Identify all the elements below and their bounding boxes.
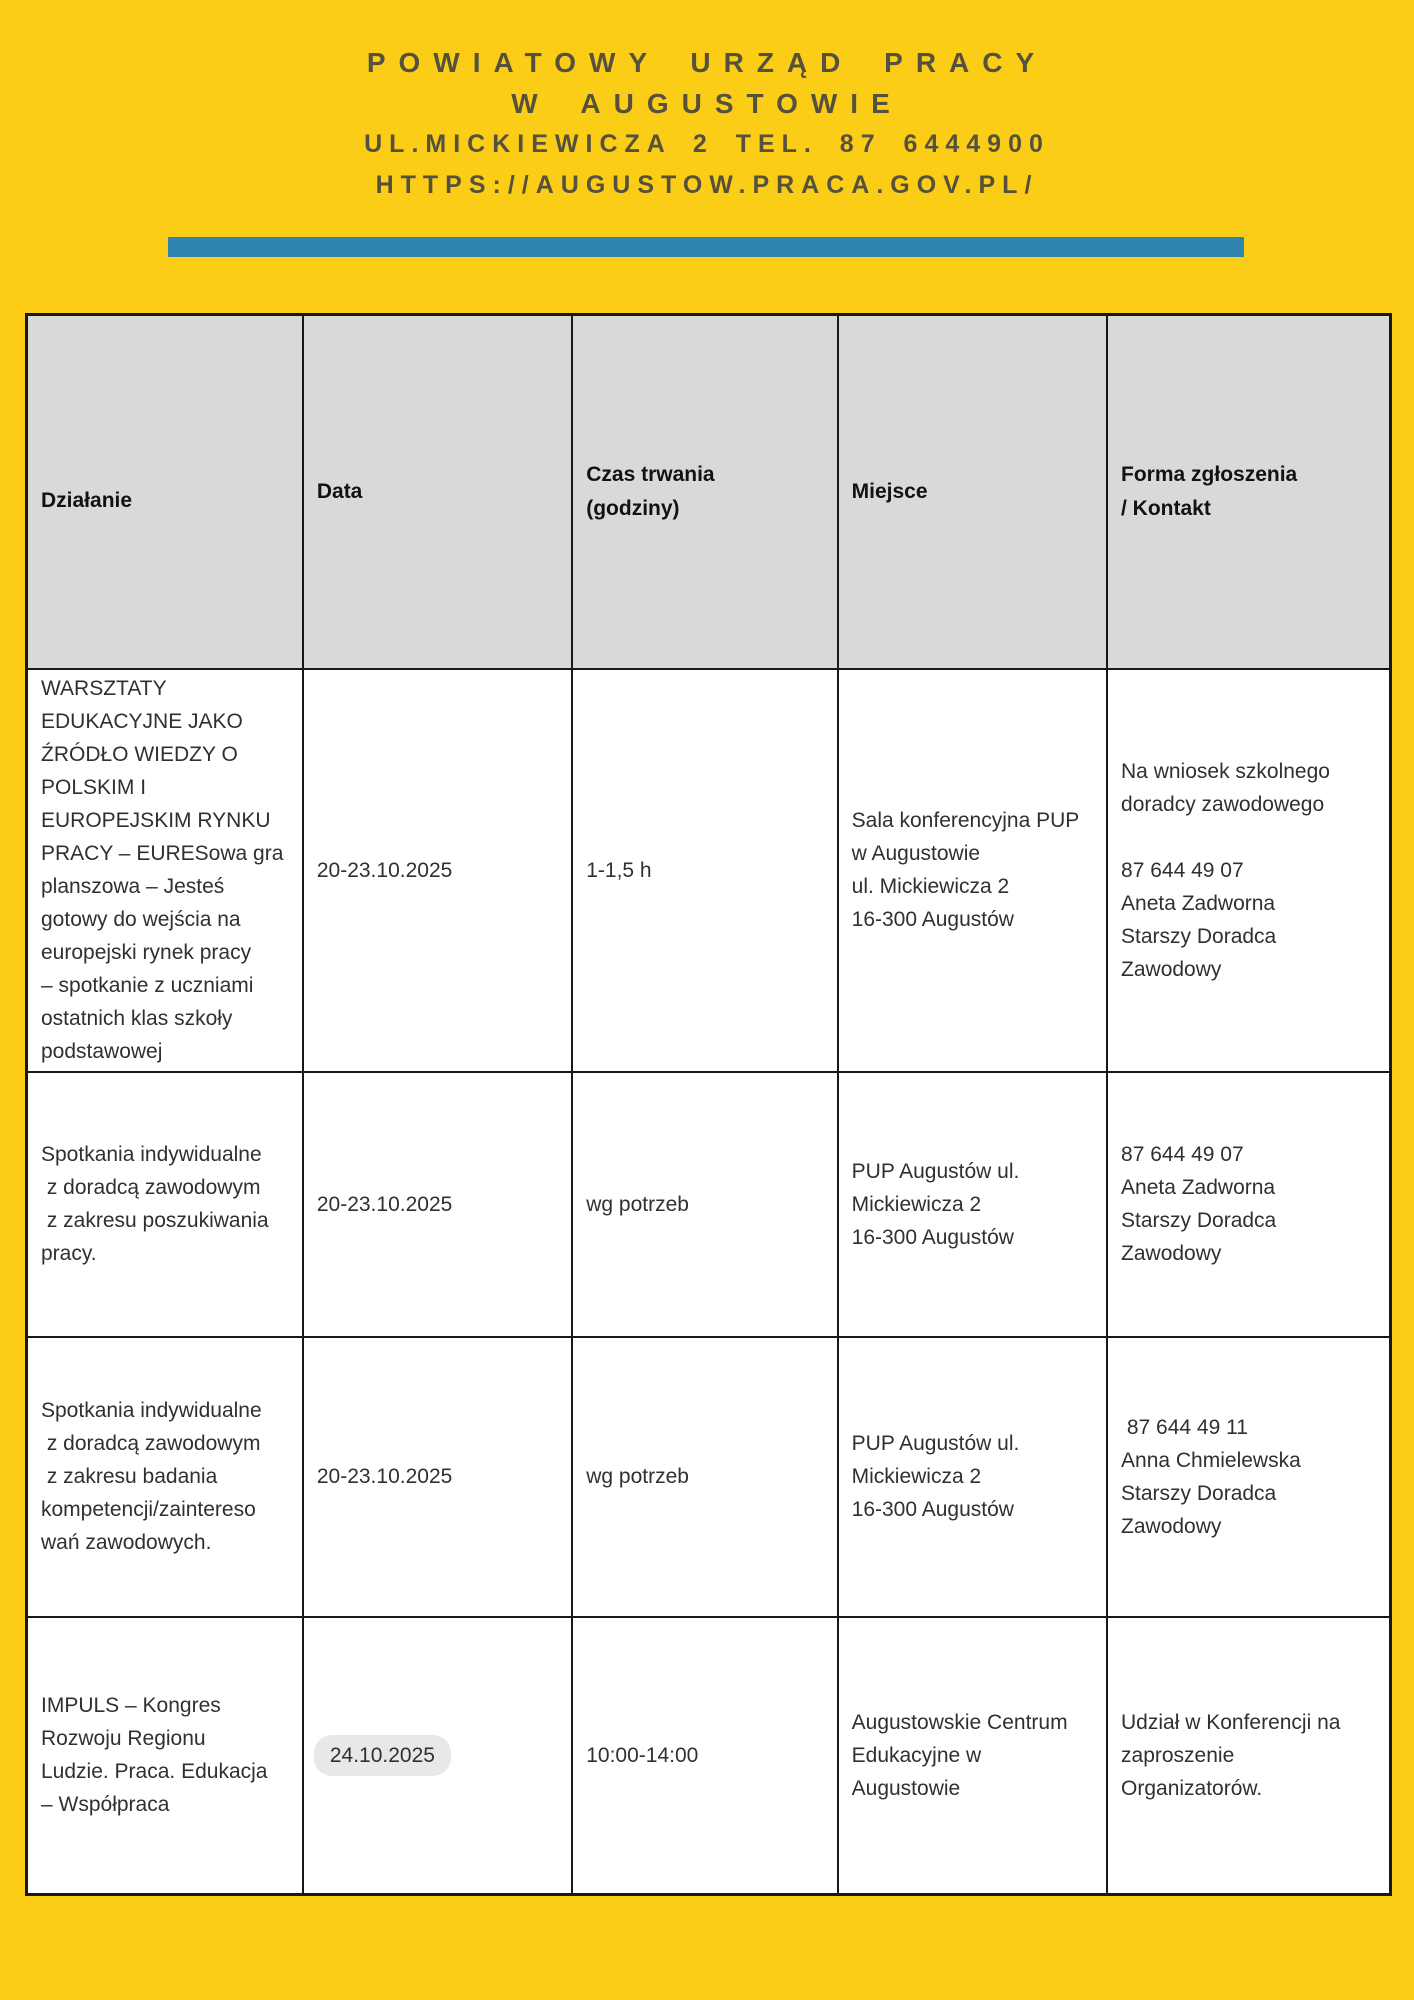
office-name xyxy=(0,42,1414,124)
schedule-table xyxy=(25,313,1392,1896)
column-header-czas xyxy=(572,315,837,669)
column-header-dzialanie xyxy=(27,315,303,669)
cell-r4-miejsce: Augustowskie Centrum Edukacyjne w Augustowie xyxy=(838,1617,1107,1895)
office-website: HTTPS://AUGUSTOW.PRACA.GOV.PL/ xyxy=(375,171,1039,199)
office-name-line1: POWIATOWY URZĄD PRACY xyxy=(366,47,1048,78)
highlighted-date-pill: 24.10.2025 xyxy=(314,1735,451,1776)
column-header-forma xyxy=(1107,315,1390,669)
cell-r3-czas: wg potrzeb xyxy=(572,1337,837,1617)
column-header-data xyxy=(303,315,572,669)
cell-r2-miejsce: PUP Augustów ul. Mickiewicza 2 16-300 Augustów xyxy=(838,1072,1107,1337)
cell-r3-data: 20-23.10.2025 xyxy=(303,1337,572,1617)
office-address-phone: UL.MICKIEWICZA 2 TEL. 87 6444900 xyxy=(364,130,1050,158)
column-header-forma-label: Forma zgłoszenia / Kontakt xyxy=(1121,462,1298,520)
office-name-line2: W AUGUSTOWIE xyxy=(511,88,903,119)
cell-r1-dzialanie: WARSZTATY EDUKACYJNE JAKO ŹRÓDŁO WIEDZY O POLSKIM I EUROPEJSKIM RYNKU PRACY – EURESowa gra planszowa – Jesteś gotowy do wejścia na europejski rynek pracy – spotkanie z uczniami ostatnich klas szkoły podstawowej xyxy=(27,669,303,1072)
table-row xyxy=(27,1617,1391,1895)
divider-bar xyxy=(168,237,1244,257)
cell-r2-dzialanie: Spotkania indywidualne z doradcą zawodowym z zakresu poszukiwania pracy. xyxy=(27,1072,303,1337)
column-header-dzialanie-label: Działanie xyxy=(41,488,133,512)
table-row xyxy=(27,1337,1391,1617)
table-header-row xyxy=(27,315,1391,669)
column-header-miejsce-label: Miejsce xyxy=(851,479,928,503)
cell-r2-czas: wg potrzeb xyxy=(572,1072,837,1337)
table-row xyxy=(27,1072,1391,1337)
cell-r4-dzialanie: IMPULS – Kongres Rozwoju Regionu Ludzie. Praca. Edukacja – Współpraca xyxy=(27,1617,303,1895)
header-banner xyxy=(0,42,1414,206)
cell-r3-dzialanie: Spotkania indywidualne z doradcą zawodowym z zakresu badania kompetencji/zaintereso wań zawodowych. xyxy=(27,1337,303,1617)
cell-r2-forma: 87 644 49 07 Aneta Zadworna Starszy Doradca Zawodowy xyxy=(1107,1072,1390,1337)
cell-r4-forma: Udział w Konferencji na zaproszenie Organizatorów. xyxy=(1107,1617,1390,1895)
cell-r3-miejsce: PUP Augustów ul. Mickiewicza 2 16-300 Augustów xyxy=(838,1337,1107,1617)
cell-r1-data: 20-23.10.2025 xyxy=(303,669,572,1072)
cell-r1-miejsce: Sala konferencyjna PUP w Augustowie ul. Mickiewicza 2 16-300 Augustów xyxy=(838,669,1107,1072)
table-row xyxy=(27,669,1391,1072)
cell-r4-data xyxy=(303,1617,572,1895)
column-header-miejsce xyxy=(838,315,1107,669)
column-header-czas-label: Czas trwania (godziny) xyxy=(586,462,715,520)
cell-r4-czas: 10:00-14:00 xyxy=(572,1617,837,1895)
cell-r1-czas: 1-1,5 h xyxy=(572,669,837,1072)
cell-r1-forma: Na wniosek szkolnego doradcy zawodowego 87 644 49 07 Aneta Zadworna Starszy Doradca Zawodowy xyxy=(1107,669,1390,1072)
office-contact xyxy=(0,124,1414,206)
cell-r3-forma: 87 644 49 11 Anna Chmielewska Starszy Doradca Zawodowy xyxy=(1107,1337,1390,1617)
column-header-data-label: Data xyxy=(316,479,363,503)
cell-r2-data: 20-23.10.2025 xyxy=(303,1072,572,1337)
